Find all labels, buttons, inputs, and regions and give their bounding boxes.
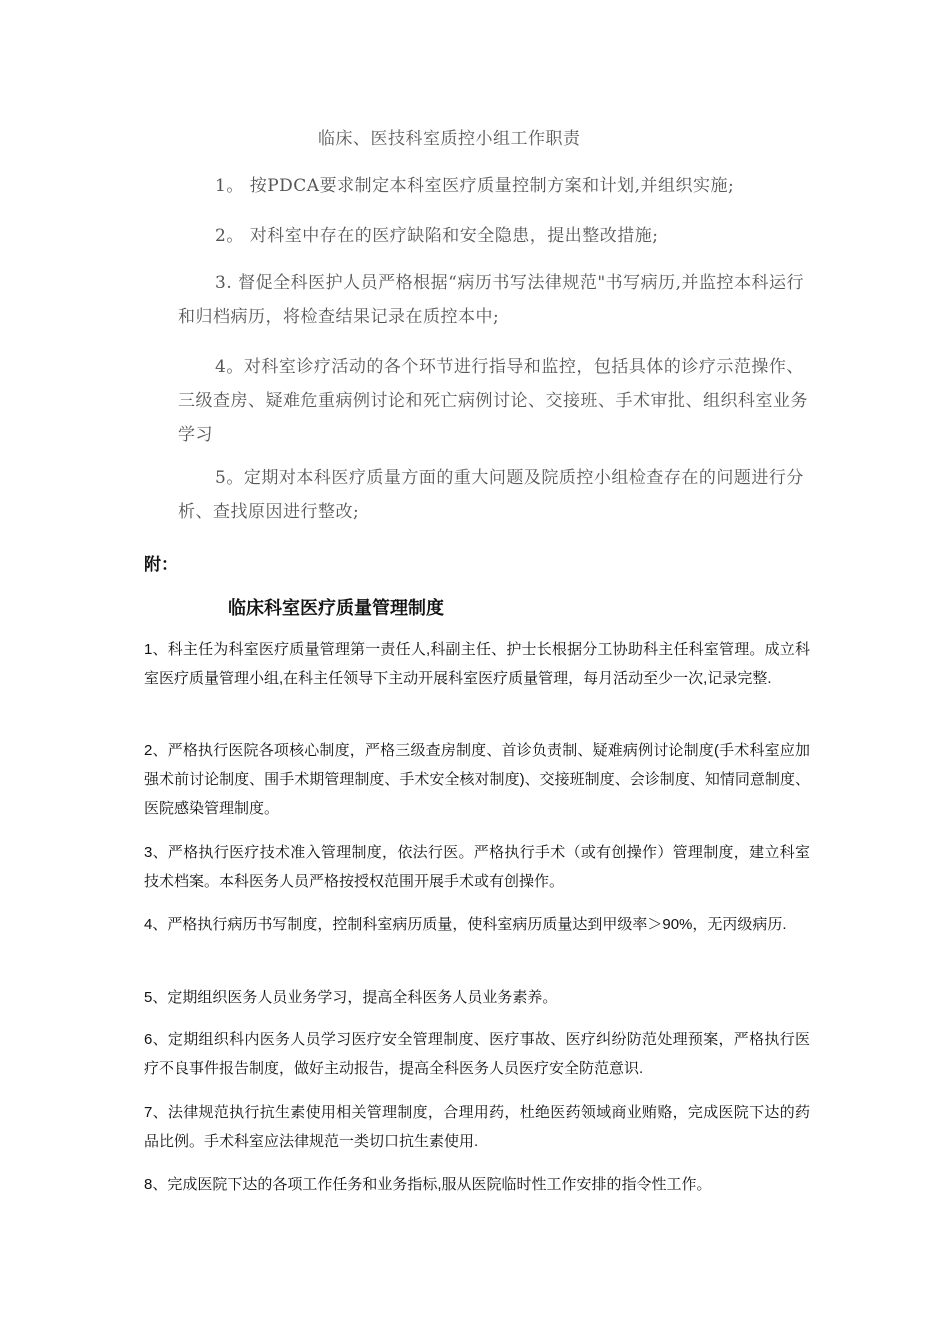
rule-item-6: 6、定期组织科内医务人员学习医疗安全管理制度、医疗事故、医疗纠纷防范处理预案，严格执行医疗不良事件报告制度，做好主动报告，提高全科医务人员医疗安全防范意识. [144, 1031, 810, 1077]
rule-item-8: 8、完成医院下达的各项工作任务和业务指标,服从医院临时性工作安排的指令性工作。 [144, 1176, 712, 1193]
rule-item-4: 4、严格执行病历书写制度，控制科室病历质量，使科室病历质量达到甲级率＞90%，无丙级病历. [144, 916, 787, 933]
rule-item-2: 2、严格执行医院各项核心制度，严格三级查房制度、首诊负责制、疑难病例讨论制度(手术科室应加强术前讨论制度、围手术期管理制度、手术安全核对制度)、交接班制度、会诊制度、知情同意制度、医院感染管理制度。 [144, 742, 810, 817]
duty-item-2: 2。 对科室中存在的医疗缺陷和安全隐患，提出整改措施; [215, 226, 659, 246]
rule-item-1: 1、科主任为科室医疗质量管理第一责任人,科副主任、护士长根据分工协助科主任科室管理。成立科室医疗质量管理小组,在科主任领导下主动开展科室医疗质量管理，每月活动至少一次,记录完整. [144, 641, 810, 687]
appendix-label: 附： [144, 555, 178, 574]
duty-item-3: 3. 督促全科医护人员严格根据“病历书写法律规范"书写病历,并监控本科运行和归档病历，将检查结果记录在质控本中; [178, 273, 805, 327]
duty-item-1: 1。 按PDCA要求制定本科室医疗质量控制方案和计划,并组织实施; [215, 176, 735, 196]
rule-item-3: 3、严格执行医疗技术准入管理制度，依法行医。严格执行手术（或有创操作）管理制度，建立科室技术档案。本科医务人员严格按授权范围开展手术或有创操作。 [144, 844, 810, 890]
duty-item-5: 5。定期对本科医疗质量方面的重大问题及院质控小组检查存在的问题进行分析、查找原因进行整改; [178, 468, 804, 522]
duty-title: 临床、医技科室质控小组工作职责 [318, 129, 581, 149]
duty-item-4: 4。对科室诊疗活动的各个环节进行指导和监控，包括具体的诊疗示范操作、三级查房、疑难危重病例讨论和死亡病例讨论、交接班、手术审批、组织科室业务学习 [178, 357, 808, 445]
appendix-title: 临床科室医疗质量管理制度 [228, 598, 444, 618]
rule-item-5: 5、定期组织医务人员业务学习，提高全科医务人员业务素养。 [144, 989, 558, 1006]
rule-item-7: 7、法律规范执行抗生素使用相关管理制度，合理用药，杜绝医药领域商业贿赂，完成医院下达的药品比例。手术科室应法律规范一类切口抗生素使用. [144, 1104, 810, 1150]
